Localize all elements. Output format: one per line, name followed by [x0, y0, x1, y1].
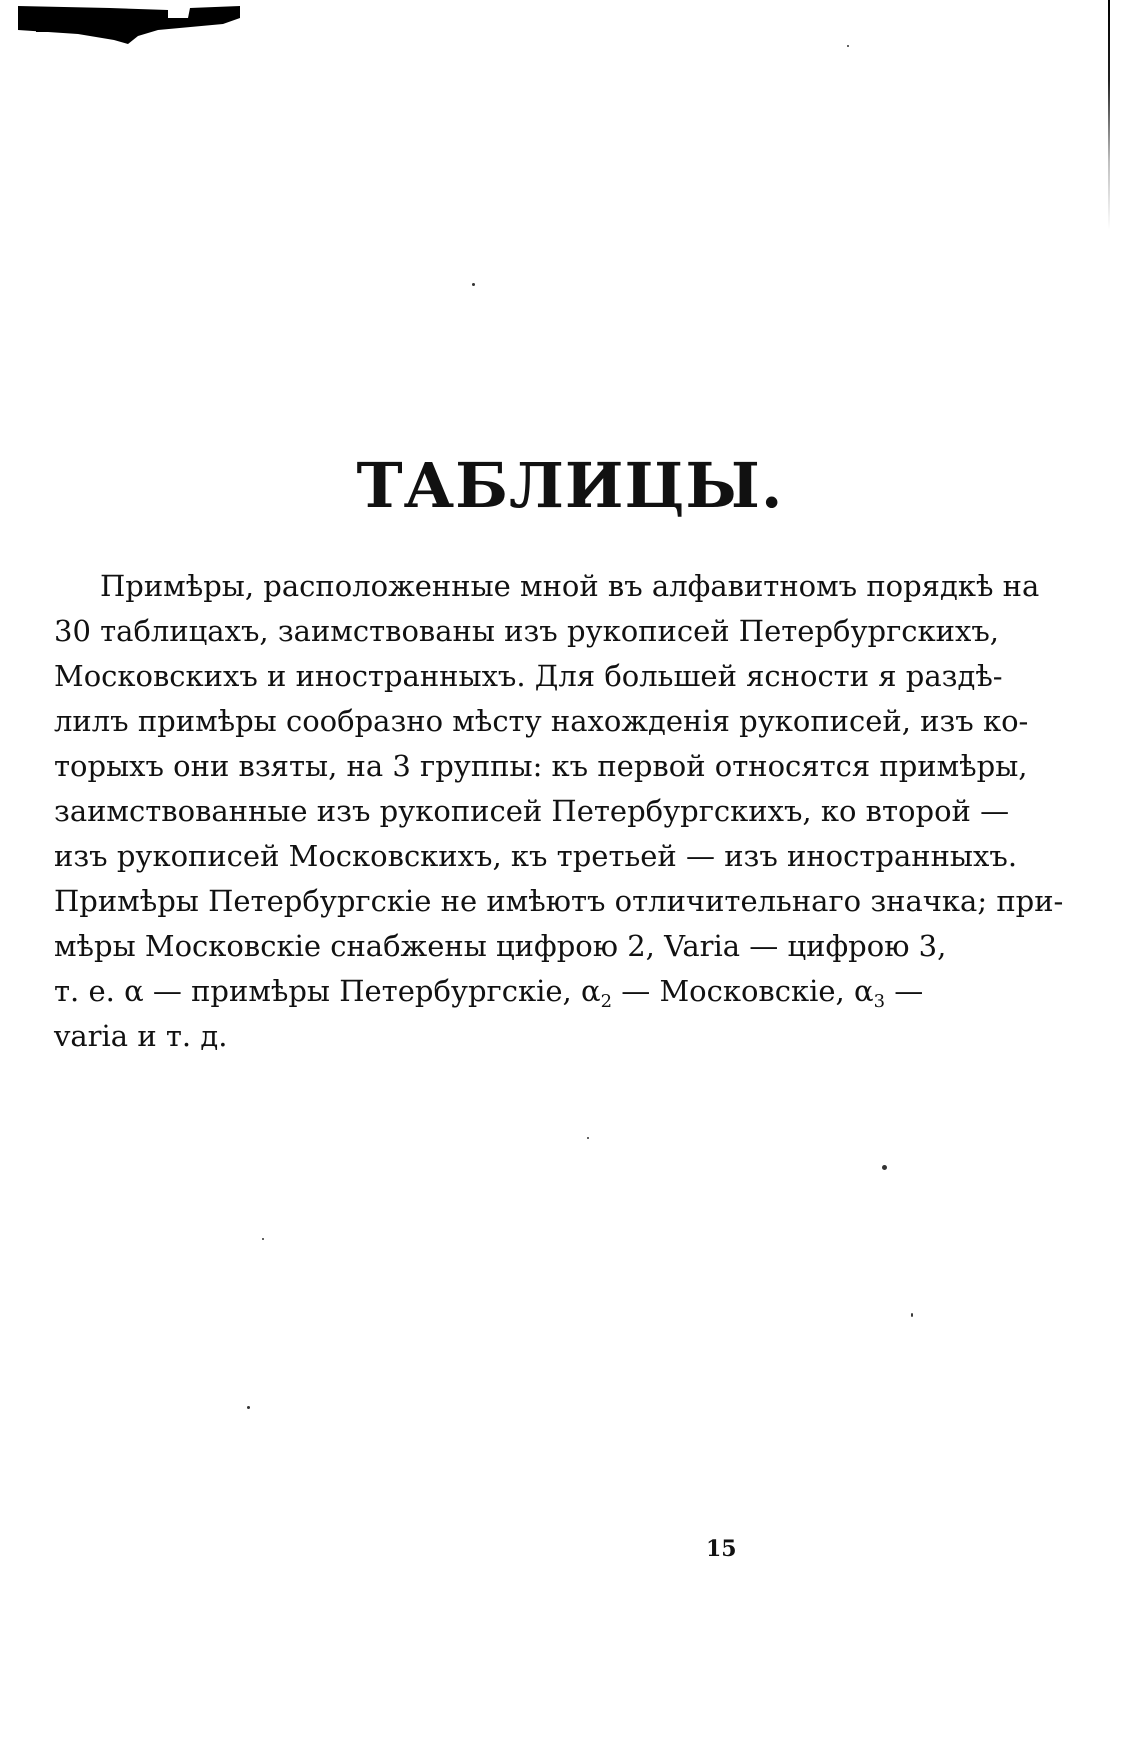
- scan-speck: [882, 1165, 887, 1170]
- paragraph-line: Московскихъ и иностранныхъ. Для большей ясности я раздѣ-: [54, 659, 1003, 693]
- scan-speck: [472, 283, 475, 286]
- paragraph-line: [54, 969, 924, 1014]
- paragraph-line: varia и т. д.: [54, 1019, 228, 1053]
- paragraph-line: 30 таблицахъ, заимствованы изъ рукописей Петербургскихъ,: [54, 614, 1000, 648]
- paragraph-line: лилъ примѣры сообразно мѣсту нахожденія рукописей, изъ ко-: [54, 704, 1029, 738]
- paragraph-line: торыхъ они взяты, на 3 группы: къ первой относятся примѣры,: [54, 749, 1028, 783]
- line-segment: — Московскіе, α: [612, 974, 874, 1008]
- scan-speck: [247, 1406, 250, 1409]
- paragraph-line: Примѣры Петербургскіе не имѣютъ отличительнаго значка; при-: [54, 884, 1064, 918]
- subscript-index: 3: [873, 991, 886, 1012]
- subscript-index: 2: [600, 991, 613, 1012]
- line-segment: т. е. α — примѣры Петербургскіе, α: [54, 974, 601, 1008]
- scan-speck: [587, 1137, 589, 1139]
- paragraph-line: мѣры Московскіе снабжены цифрою 2, Varia — цифрою 3,: [54, 929, 947, 963]
- scan-speck: [911, 1313, 913, 1317]
- page-number: 15: [706, 1536, 737, 1562]
- scan-speck: [847, 45, 849, 47]
- paragraph-line: заимствованные изъ рукописей Петербургскихъ, ко второй —: [54, 794, 1010, 828]
- scan-speck: [262, 1238, 264, 1240]
- page-title: ТАБЛИЦЫ.: [356, 449, 784, 522]
- page-edge-line: [1108, 0, 1110, 230]
- body-paragraph: [54, 564, 1064, 1059]
- paragraph-line: Примѣры, расположенные мной въ алфавитномъ порядкѣ на: [100, 569, 1040, 603]
- scan-artifact-mark: [18, 0, 240, 44]
- line-segment: —: [885, 974, 924, 1008]
- paragraph-line: изъ рукописей Московскихъ, къ третьей — изъ иностранныхъ.: [54, 839, 1018, 873]
